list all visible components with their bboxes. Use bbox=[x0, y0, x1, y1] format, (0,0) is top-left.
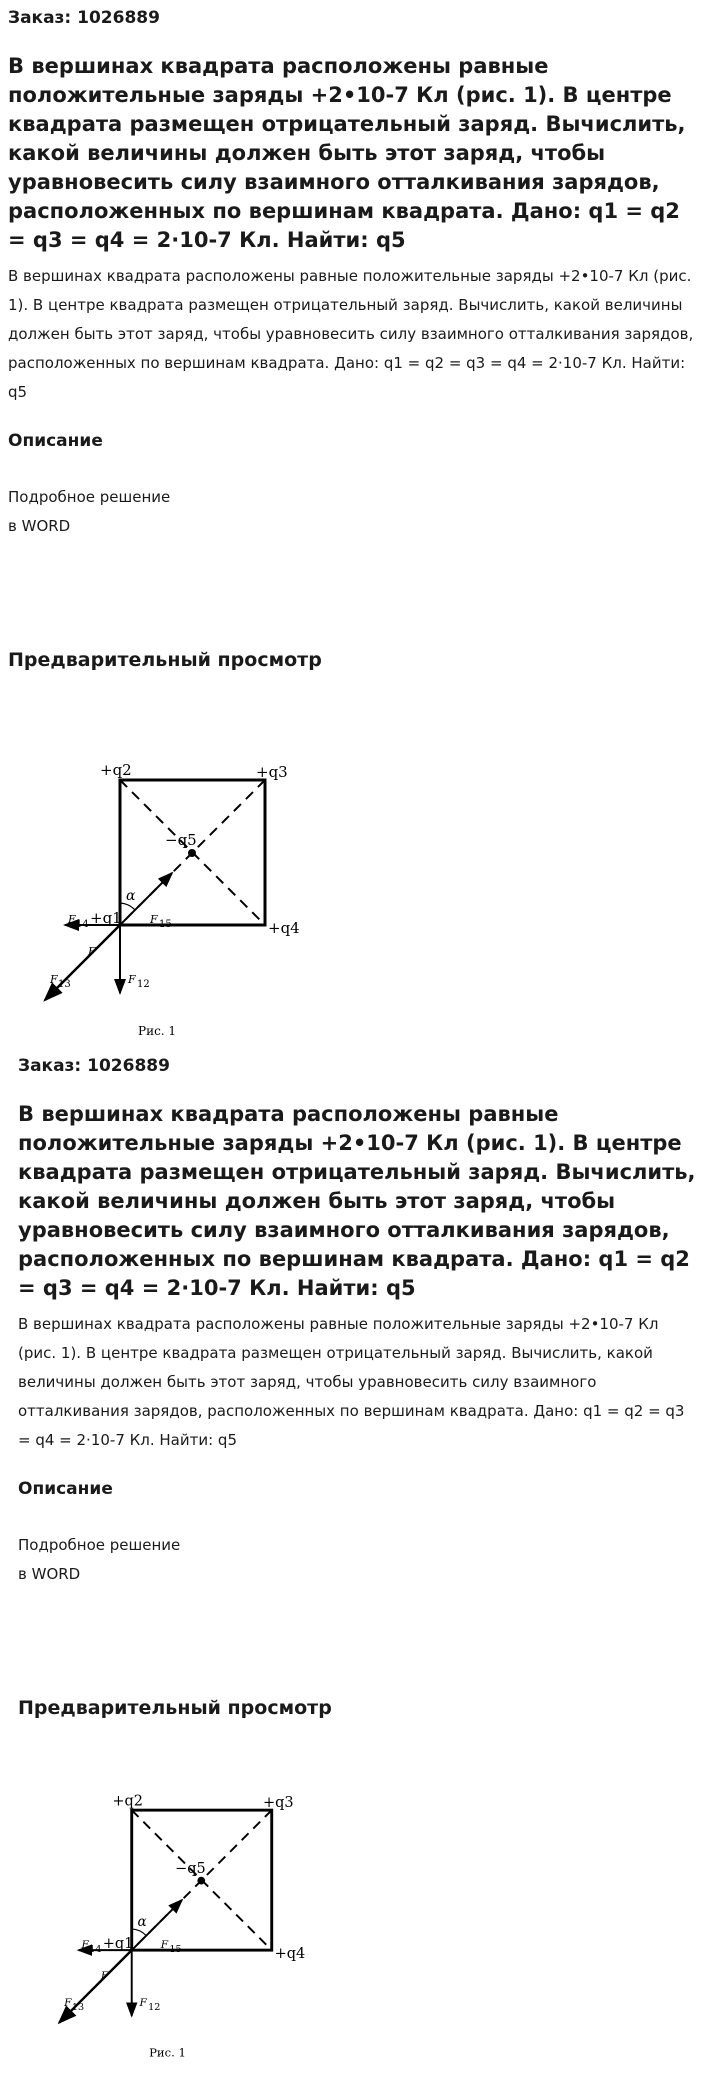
label-q4: +q4 bbox=[268, 919, 300, 937]
label-f14: F bbox=[81, 1938, 89, 1952]
label-f15: F bbox=[160, 1938, 169, 1952]
task-title: В вершинах квадрата расположены равные положительные заряды +2•10-7 Кл (рис. 1). В центре квадрата размещен отрицательный заряд. Вычислить, какой величины должен быть этот заряд, чтобы уравновесить силу взаимного отталкивания зарядов, расположенных по вершинам квадрата. Дано: q1 = q2 = q3 = q4 = 2·10-7 Кл. Найти: q5 bbox=[8, 54, 686, 252]
label-f13-sub: 13 bbox=[58, 979, 71, 990]
description-line: Подробное решение bbox=[8, 488, 171, 506]
label-q3: +q3 bbox=[263, 1795, 294, 1812]
label-alpha: α bbox=[137, 1914, 147, 1930]
figure-caption: Рис. 1 bbox=[149, 2045, 186, 2060]
label-f15: F bbox=[150, 913, 158, 926]
description-line: Подробное решение bbox=[18, 1536, 181, 1554]
label-f14: F bbox=[68, 913, 76, 926]
task-text: В вершинах квадрата расположены равные положительные заряды +2•10-7 Кл (рис. 1). В центре квадрата размещен отрицательный заряд. Вычислить, какой величины должен быть этот заряд, чтобы уравновесить силу взаимного отталкивания зарядов, расположенных по вершинам квадрата. Дано: q1 = q2 = q3 = q4 = 2·10-7 Кл. Найти: q5 bbox=[8, 267, 694, 401]
label-f12-sub: 12 bbox=[137, 979, 150, 990]
label-f12: F bbox=[128, 973, 136, 986]
label-f12-sub: 12 bbox=[148, 2002, 161, 2013]
label-f14-sub: 14 bbox=[89, 1944, 102, 1956]
order-content bbox=[8, 8, 698, 671]
description-heading: Описание bbox=[8, 431, 103, 451]
center-charge bbox=[188, 849, 196, 857]
preview-figure bbox=[30, 1786, 330, 2066]
description-text bbox=[8, 483, 698, 541]
label-f-diag: F bbox=[88, 945, 96, 958]
task-text: В вершинах квадрата расположены равные положительные заряды +2•10-7 Кл (рис. 1). В центре квадрата размещен отрицательный заряд. Вычислить, какой величины должен быть этот заряд, чтобы уравновесить силу взаимного отталкивания зарядов, расположенных по вершинам квадрата. Дано: q1 = q2 = q3 = q4 = 2·10-7 Кл. Найти: q5 bbox=[18, 1315, 685, 1449]
figure-caption: Рис. 1 bbox=[138, 1024, 177, 1038]
label-f15-sub: 15 bbox=[169, 1944, 182, 1956]
label-f15-sub: 15 bbox=[159, 919, 172, 930]
label-f13: F bbox=[50, 973, 58, 986]
description-line: в WORD bbox=[8, 517, 71, 535]
description-line: в WORD bbox=[18, 1565, 81, 1583]
order-panel-1 bbox=[0, 0, 701, 1040]
order-content bbox=[18, 1056, 698, 1719]
label-q5: −q5 bbox=[165, 831, 197, 849]
charges-diagram bbox=[20, 755, 320, 1040]
label-q2: +q2 bbox=[100, 761, 132, 779]
label-f13: F bbox=[64, 1996, 72, 2010]
force-arrow-f13 bbox=[45, 925, 120, 1000]
force-arrow-f13 bbox=[59, 1950, 131, 2022]
label-f12: F bbox=[139, 1996, 147, 2010]
angle-arc bbox=[120, 903, 135, 910]
label-f14-sub: 14 bbox=[76, 919, 89, 930]
label-q5: −q5 bbox=[175, 1860, 206, 1877]
preview-heading: Предварительный просмотр bbox=[8, 649, 322, 671]
preview-figure bbox=[20, 755, 320, 1040]
order-number: Заказ: 1026889 bbox=[8, 8, 160, 28]
label-alpha: α bbox=[126, 888, 136, 904]
label-f-diag: F bbox=[100, 1969, 109, 1983]
label-q4: +q4 bbox=[274, 1945, 306, 1962]
label-q2: +q2 bbox=[112, 1793, 144, 1810]
charges-diagram bbox=[30, 1786, 330, 2066]
label-q3: +q3 bbox=[256, 763, 288, 781]
order-panel-2 bbox=[0, 1041, 701, 2081]
center-charge bbox=[197, 1877, 205, 1885]
label-q1: +q1 bbox=[90, 909, 122, 927]
label-f13-sub: 13 bbox=[71, 2002, 85, 2013]
preview-heading: Предварительный просмотр bbox=[18, 1697, 332, 1719]
label-q1: +q1 bbox=[102, 1936, 134, 1953]
description-text bbox=[18, 1531, 698, 1589]
task-title: В вершинах квадрата расположены равные положительные заряды +2•10-7 Кл (рис. 1). В центре квадрата размещен отрицательный заряд. Вычислить, какой величины должен быть этот заряд, чтобы уравновесить силу взаимного отталкивания зарядов, расположенных по вершинам квадрата. Дано: q1 = q2 = q3 = q4 = 2·10-7 Кл. Найти: q5 bbox=[18, 1102, 696, 1300]
order-number: Заказ: 1026889 bbox=[18, 1056, 170, 1076]
description-heading: Описание bbox=[18, 1479, 113, 1499]
